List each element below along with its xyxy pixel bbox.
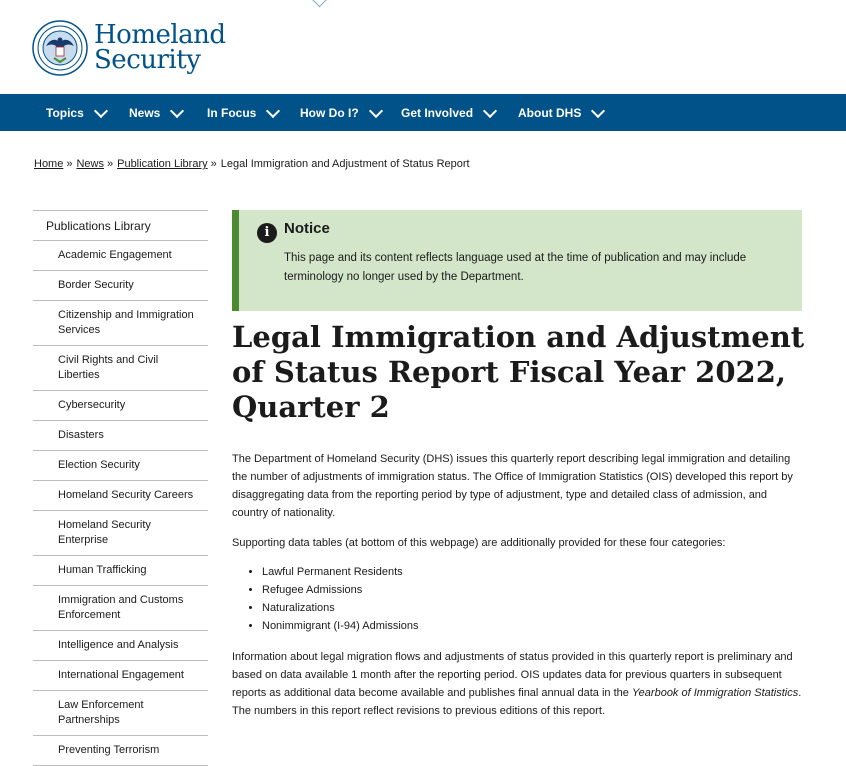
nav-get-involved[interactable] [401, 94, 495, 131]
notice-title: Notice [284, 220, 330, 237]
nav-label: About DHS [518, 105, 582, 120]
chevron-down-icon [266, 103, 280, 117]
sidebar-item-citizenship[interactable]: Citizenship and Immigration Services [33, 301, 208, 346]
chevron-down-icon [170, 103, 184, 117]
chevron-down-icon [591, 103, 605, 117]
breadcrumb-publication-library[interactable]: Publication Library [117, 158, 208, 170]
nav-how-do-i[interactable] [300, 94, 381, 131]
chevron-down-icon [483, 103, 497, 117]
sidebar-item-disasters[interactable]: Disasters [33, 421, 208, 451]
nav-label: In Focus [207, 105, 257, 120]
sidebar-item-civil-rights[interactable]: Civil Rights and Civil Liberties [33, 346, 208, 391]
sidebar-item-preventing-terrorism[interactable]: Preventing Terrorism [33, 736, 208, 766]
sidebar-item-cybersecurity[interactable]: Cybersecurity [33, 391, 208, 421]
sidebar-item-border-security[interactable]: Border Security [33, 271, 208, 301]
chevron-down-icon [369, 103, 383, 117]
notice-body: This page and its content reflects language used at the time of publication and may include terminology no longer used by the Department. [284, 252, 747, 283]
info-icon: i [257, 223, 277, 243]
sidebar-item-enterprise[interactable]: Homeland Security Enterprise [33, 511, 208, 556]
nav-label: Get Involved [401, 105, 474, 120]
nav-topics[interactable] [46, 94, 106, 131]
sidebar-nav [33, 210, 208, 766]
breadcrumb-news[interactable]: News [76, 158, 104, 170]
breadcrumb [34, 158, 470, 170]
breadcrumb-separator: » [210, 158, 217, 170]
list-item: • Refugee Admissions [262, 581, 832, 599]
breadcrumb-separator: » [66, 158, 73, 170]
chevron-down-icon [94, 103, 108, 117]
info-paragraph-end: . The numbers in this report reflect revisions to previous editions of this report. [232, 687, 802, 717]
main-nav [0, 94, 846, 131]
chevron-down-icon [312, 0, 328, 7]
category-list [232, 563, 832, 635]
dhs-seal-icon [32, 20, 88, 76]
intro-paragraph: The Department of Homeland Security (DHS) issues this quarterly report describing legal immigration and detailing the number of adjustments of immigration status. The Office of Immigration Statistics (OIS) developed this report by disaggregating data from the reporting period by type of adjustment, type and detailed class of admission, and country of nationality. [232, 453, 793, 519]
breadcrumb-separator: » [106, 158, 114, 170]
supporting-paragraph: Supporting data tables (at bottom of this webpage) are additionally provided for these four categories: [232, 537, 726, 549]
page-title: Legal Immigration and Adjustment of Status Report Fiscal Year 2022, Quarter 2 [232, 320, 805, 424]
site-header [0, 0, 846, 94]
sidebar-item-academic-engagement[interactable]: Academic Engagement [33, 241, 208, 271]
sidebar-heading[interactable]: Publications Library [33, 210, 208, 241]
nav-label: News [129, 105, 161, 120]
logo-line-1: Homeland [94, 20, 226, 50]
yearbook-title: Yearbook of Immigration Statistics [631, 687, 799, 699]
info-paragraph [232, 648, 802, 720]
nav-news[interactable] [129, 94, 182, 131]
list-item: • Lawful Permanent Residents [262, 563, 832, 581]
logo-line-2: Security [94, 45, 201, 75]
info-paragraph-text: Information about legal migration flows and adjustments of status provided in this quarterly report is preliminary and based on data available 1 month after the reporting period. OIS updates data for previous quarters in subsequent reports as additional data become available and publishes final annual data in the [232, 651, 793, 699]
nav-label: Topics [46, 105, 84, 120]
site-logo[interactable] [32, 20, 226, 76]
sidebar-item-careers[interactable]: Homeland Security Careers [33, 481, 208, 511]
breadcrumb-current: Legal Immigration and Adjustment of Status Report [220, 158, 470, 170]
list-item: • Naturalizations [262, 599, 832, 617]
sidebar-item-human-trafficking[interactable]: Human Trafficking [33, 556, 208, 586]
nav-in-focus[interactable] [207, 94, 278, 131]
notice-banner [232, 210, 802, 311]
breadcrumb-home[interactable]: Home [34, 158, 64, 170]
sidebar-item-law-enforcement[interactable]: Law Enforcement Partnerships [33, 691, 208, 736]
nav-about-dhs[interactable] [518, 94, 603, 131]
sidebar-item-ice[interactable]: Immigration and Customs Enforcement [33, 586, 208, 631]
list-item: • Nonimmigrant (I-94) Admissions [262, 617, 832, 635]
logo-wordmark [94, 20, 226, 75]
sidebar-item-election-security[interactable]: Election Security [33, 451, 208, 481]
sidebar-item-intelligence[interactable]: Intelligence and Analysis [33, 631, 208, 661]
nav-label: How Do I? [300, 105, 359, 120]
sidebar-item-international[interactable]: International Engagement [33, 661, 208, 691]
